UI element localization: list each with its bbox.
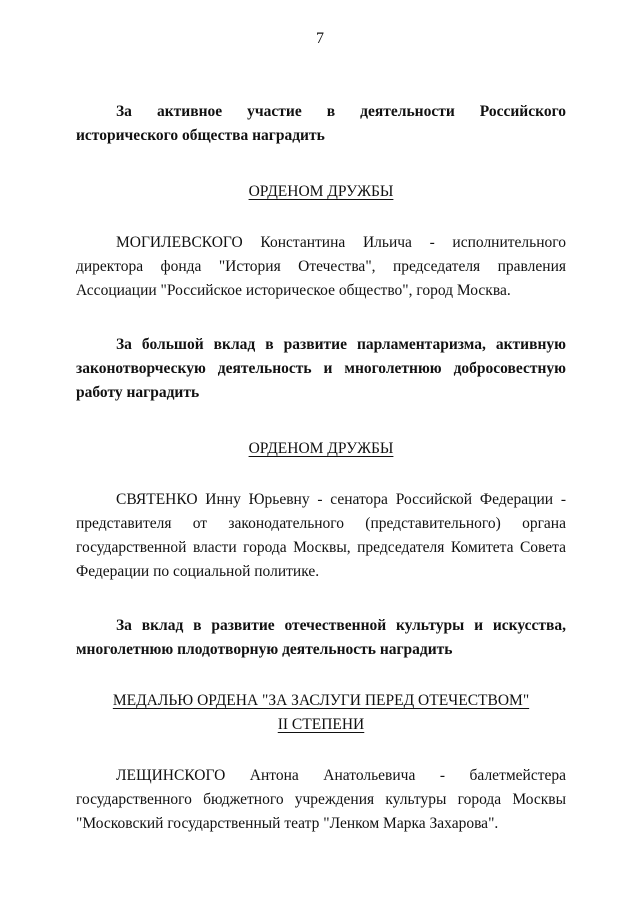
award-reason: За вклад в развитие отечественной культуры и искусства, многолетнюю плодотворную деятельность наградить (76, 617, 566, 658)
award-reason: За большой вклад в развитие парламентаризма, активную законотворческую деятельность и многолетнюю добросовестную работу наградить (76, 336, 566, 401)
award-reason-line: исторического общества наградить (76, 127, 325, 144)
award-heading-degree: II СТЕПЕНИ (277, 716, 365, 733)
award-heading-text: ОРДЕНОМ ДРУЖБЫ (248, 183, 394, 200)
award-heading-text: МЕДАЛЬЮ ОРДЕНА "ЗА ЗАСЛУГИ ПЕРЕД ОТЕЧЕСТВОМ" (112, 692, 530, 709)
award-section (76, 614, 566, 836)
award-heading (76, 689, 566, 737)
award-section (76, 100, 566, 303)
award-recipient: МОГИЛЕВСКОГО Константина Ильича - исполнительного директора фонда "История Отечества", председателя правления Ассоциации "Российское историческое общество", город Москва. (76, 234, 566, 299)
award-section (76, 333, 566, 584)
document-body (76, 100, 566, 836)
award-heading (76, 437, 566, 461)
award-heading (76, 180, 566, 204)
award-recipient: ЛЕЩИНСКОГО Антона Анатольевича - балетмейстера государственного бюджетного учреждения культуры города Москвы "Московский государственный театр "Ленком Марка Захарова". (76, 767, 566, 832)
award-reason-line: За активное участие в деятельности Российского (116, 103, 566, 120)
award-heading-text: ОРДЕНОМ ДРУЖБЫ (248, 440, 394, 457)
page-number: 7 (316, 30, 324, 47)
award-recipient: СВЯТЕНКО Инну Юрьевну - сенатора Российской Федерации - представителя от законодательного (представительного) органа государственной власти города Москвы, председателя Комитета Совета Федерации по социальной политике. (76, 491, 566, 580)
